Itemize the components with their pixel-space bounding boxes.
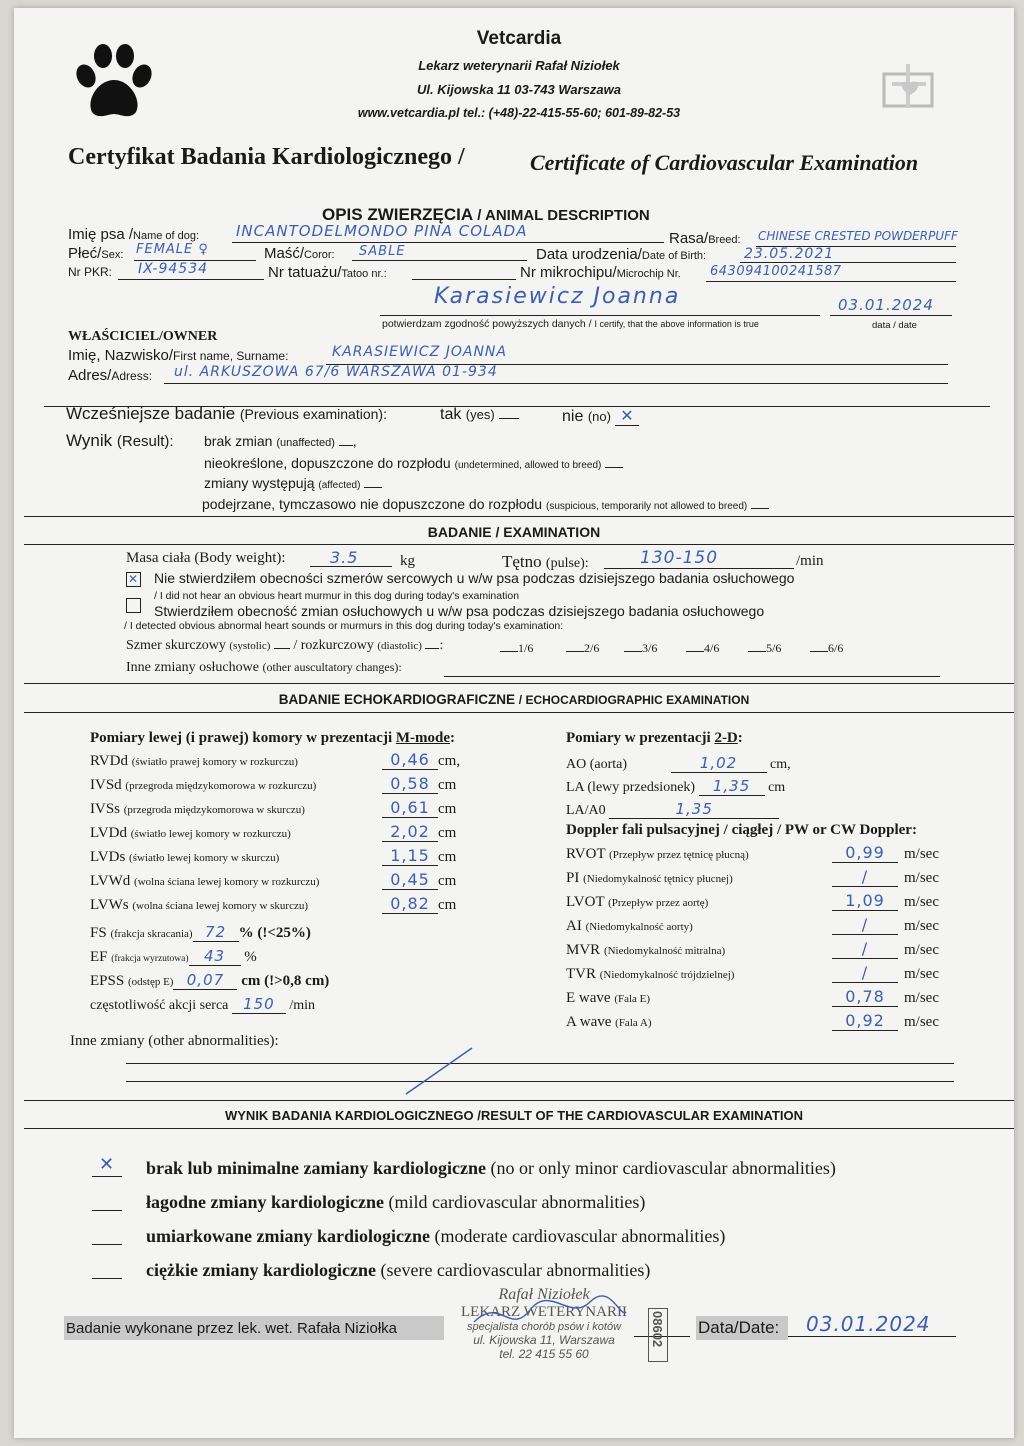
mmode-value-lvws[interactable]: 0,82 (382, 894, 438, 914)
mmode-row-lvws: LVWs (wolna ściana lewej komory w skurczu) (90, 897, 309, 913)
owner-signature: Karasiewicz Joanna (434, 284, 681, 309)
doppler-value-tvr[interactable]: / (832, 963, 898, 983)
doppler-unit: m/sec (904, 894, 939, 910)
mmode-value-lvdd[interactable]: 2,02 (382, 822, 438, 842)
weight-label: Masa ciała (Body weight): (126, 550, 286, 566)
doppler-row-ai: AI (Niedomykalność aorty) (566, 918, 693, 934)
pkr-label: Nr PKR: (68, 265, 113, 279)
mmode-unit: cm (438, 873, 457, 889)
doppler-unit: m/sec (904, 942, 939, 958)
result-checkbox-3[interactable] (92, 1256, 122, 1279)
mmode-row-lvds: LVDs (światło lewej komory w skurczu) (90, 849, 280, 865)
chip-label: Nr mikrochipu/Microchip Nr. (520, 264, 681, 281)
previous-exam-label: Wcześniejsze badanie (Previous examination): (66, 404, 387, 423)
dob-value[interactable]: 23.05.2021 (744, 246, 835, 262)
mmode-unit: cm (438, 825, 457, 841)
grade-1[interactable]: 1/6 (500, 641, 533, 656)
confirm-date[interactable]: 03.01.2024 (838, 296, 934, 314)
result-checkbox-1[interactable] (92, 1188, 122, 1211)
prev-option-affected[interactable]: zmiany występują (affected) (204, 475, 382, 491)
footer-date-value[interactable]: 03.01.2024 (806, 1312, 931, 1336)
mmode-unit: cm, (438, 753, 461, 769)
doppler-value-mvr[interactable]: / (832, 939, 898, 959)
result-label: Wynik (Result): (66, 431, 174, 450)
footer-date-label: Data/Date: (698, 1318, 780, 1337)
fs-row: FS (frakcja skracania) 72 % (!<25%) (90, 923, 311, 941)
result-heading: WYNIK BADANIA KARDIOLOGICZNEGO /RESULT OF THE CARDIOVASCULAR EXAMINATION (224, 1108, 803, 1123)
mmode-value-rvdd[interactable]: 0,46 (382, 750, 438, 770)
clinic-doctor: Lekarz weterynarii Rafał Niziołek (418, 58, 620, 73)
doppler-value-pi[interactable]: / (832, 867, 898, 887)
result-option-1: łagodne zmiany kardiologiczne (mild cardiovascular abnormalities) (146, 1192, 646, 1212)
weight-unit: kg (400, 553, 415, 569)
ao-value: 1,02 (671, 754, 767, 773)
doppler-row-e-wave: E wave (Fala E) (566, 990, 651, 1006)
grade-3[interactable]: 3/6 (624, 641, 657, 656)
grade-2[interactable]: 2/6 (566, 641, 599, 656)
stamp-number-box: 08602 (648, 1308, 668, 1362)
doppler-row-tvr: TVR (Niedomykalność trójdzielnej) (566, 966, 735, 982)
murmur-detected-checkbox[interactable] (126, 598, 141, 613)
strike-through-mark (404, 1046, 474, 1096)
owner-address-label: Adres/Adress: (68, 367, 153, 384)
laao-row: LA/A0 1,35 (566, 800, 779, 819)
owner-name-label: Imię, Nazwisko/First name, Surname: (68, 347, 289, 364)
dob-label: Data urodzenia/Date of Birth: (536, 246, 707, 263)
sex-label: Płeć/Sex: (68, 245, 124, 262)
ef-value: 43 (189, 947, 241, 966)
sex-value[interactable]: FEMALE ♀ (136, 242, 209, 257)
doppler-row-mvr: MVR (Niedomykalność mitralna) (566, 942, 726, 958)
heart-rate-value: 150 (232, 995, 286, 1014)
no-murmur-checkbox[interactable]: ✕ (127, 572, 140, 586)
mmode-row-ivss: IVSs (przegroda międzykomorowa w skurczu) (90, 801, 305, 817)
confirm-text: potwierdzam zgodność powyższych danych / I certify, that the above information is true (382, 318, 759, 330)
heart-rate-row: częstotliwość akcji serca 150 /min (90, 995, 316, 1013)
doppler-row-rvot: RVOT (Przepływ przez tętnicę płucną) (566, 846, 749, 862)
breed-label: Rasa/Breed: (669, 230, 741, 247)
weight-value[interactable]: 3.5 (330, 548, 359, 567)
clinic-address: Ul. Kijowska 11 03-743 Warszawa (416, 82, 621, 97)
mmode-unit: cm (438, 897, 457, 913)
mmode-value-ivss[interactable]: 0,61 (382, 798, 438, 818)
fs-value: 72 (193, 923, 239, 942)
doppler-heading: Doppler fali pulsacyjnej / ciągłej / PW or CW Doppler: (566, 822, 917, 838)
doctor-stamp: Rafał Niziołek LEKARZ WETERYNARII specjalista chorób psów i kotów ul. Kijowska 11, Warszawa tel. 22 415 55 60 (461, 1286, 627, 1361)
mmode-unit: cm (438, 849, 457, 865)
mmode-value-lvwd[interactable]: 0,45 (382, 870, 438, 890)
date-caption: data / date (872, 320, 917, 331)
prev-option-undetermined[interactable]: nieokreślone, dopuszczone do rozpłodu (undetermined, allowed to breed) (204, 455, 623, 471)
doppler-row-pi: PI (Niedomykalność tętnicy płucnej) (566, 870, 733, 886)
mmode-heading: Pomiary lewej (i prawej) komory w prezentacji M-mode: (90, 730, 456, 746)
no-murmur-text: Nie stwierdziłem obecności szmerów sercowych u w/w psa podczas dzisiejszego badania osłuchowego (154, 570, 795, 586)
mmode-unit: cm (438, 777, 457, 793)
tattoo-label: Nr tatuażu/Tatoo nr.: (268, 264, 387, 281)
doppler-unit: m/sec (904, 846, 939, 862)
mmode-row-ivsd: IVSd (przegroda międzykomorowa w rozkurczu) (90, 777, 317, 793)
doppler-value-e-wave[interactable]: 0,78 (832, 987, 898, 1007)
performed-by: Badanie wykonane przez lek. wet. Rafała Niziołka (66, 1320, 398, 1337)
mmode-value-lvds[interactable]: 1,15 (382, 846, 438, 866)
result-checkbox-0[interactable]: ✕ (92, 1154, 122, 1177)
epss-row: EPSS (odstęp E) 0,07 cm (!>0,8 cm) (90, 971, 330, 989)
previous-yes[interactable]: tak (yes) (440, 406, 519, 424)
doppler-value-rvot[interactable]: 0,99 (832, 843, 898, 863)
doppler-unit: m/sec (904, 966, 939, 982)
doppler-unit: m/sec (904, 918, 939, 934)
owner-address-value[interactable]: ul. ARKUSZOWA 67/6 WARSZAWA 01-934 (174, 364, 498, 380)
chip-value[interactable]: 643094100241587 (710, 264, 842, 279)
clinic-name: Vetcardia (476, 28, 562, 49)
other-abnormalities-label: Inne zmiany (other abnormalities): (70, 1033, 279, 1049)
color-value[interactable]: SABLE (359, 244, 406, 259)
doppler-value-lvot[interactable]: 1,09 (832, 891, 898, 911)
grade-6[interactable]: 6/6 (810, 641, 843, 656)
no-murmur-text-en: / I did not hear an obvious heart murmur in this dog during today's examination (154, 590, 520, 602)
doctor-signature (470, 1292, 630, 1336)
mmode-row-lvdd: LVDd (światło lewej komory w rozkurczu) (90, 825, 291, 841)
doppler-unit: m/sec (904, 990, 939, 1006)
mmode-value-ivsd[interactable]: 0,58 (382, 774, 438, 794)
ao-row: AO (aorta) 1,02 cm, (566, 754, 791, 772)
dog-name-label: Imię psa /Name of dog: (68, 226, 200, 243)
laao-value: 1,35 (609, 800, 779, 819)
color-label: Maść/Coror: (264, 245, 335, 262)
vetcardia-emblem-icon (876, 56, 942, 116)
pulse-unit: /min (796, 553, 824, 569)
doppler-value-ai[interactable]: / (832, 915, 898, 935)
murmur-detected-text: Stwierdziłem obecność zmian osłuchowych u w/w psa podczas dzisiejszego badania osłuchowego (154, 603, 765, 619)
breed-value[interactable]: CHINESE CRESTED POWDERPUFF (758, 229, 958, 243)
ef-row: EF (frakcja wyrzutowa) 43 % (90, 947, 257, 965)
murmur-detected-text-en: / I detected obvious abnormal heart sounds or murmurs in this dog during today's examination: (124, 620, 564, 632)
title-pl: Certyfikat Badania Kardiologicznego / (68, 144, 465, 170)
owner-name-value[interactable]: KARASIEWICZ JOANNA (332, 344, 507, 360)
twod-heading: Pomiary w prezentacji 2-D: (566, 730, 743, 746)
mmode-unit: cm (438, 801, 457, 817)
doppler-value-a-wave[interactable]: 0,92 (832, 1011, 898, 1031)
mmode-row-rvdd: RVDd (światło prawej komory w rozkurczu) (90, 753, 298, 769)
doppler-unit: m/sec (904, 1014, 939, 1030)
result-option-3: ciężkie zmiany kardiologiczne (severe cardiovascular abnormalities) (146, 1260, 651, 1280)
result-checkbox-2[interactable] (92, 1222, 122, 1245)
echo-heading: BADANIE ECHOKARDIOGRAFICZNE / ECHOCARDIOGRAPHIC EXAMINATION (278, 692, 750, 707)
mmode-row-lvwd: LVWd (wolna ściana lewej komory w rozkurczu) (90, 873, 320, 889)
paw-logo-icon (72, 42, 156, 122)
la-value: 1,35 (699, 777, 765, 796)
doppler-row-a-wave: A wave (Fala A) (566, 1014, 652, 1030)
result-option-0: brak lub minimalne zamiany kardiologiczne (no or only minor cardiovascular abnormalities) (146, 1158, 836, 1178)
pulse-value[interactable]: 130-150 (640, 548, 719, 568)
prev-option-unaffected[interactable]: brak zmian (unaffected) , (204, 433, 357, 449)
title-en: Certificate of Cardiovascular Examination (530, 150, 919, 175)
pulse-label: Tętno (pulse): (502, 552, 589, 571)
doppler-unit: m/sec (904, 870, 939, 886)
grade-4[interactable]: 4/6 (686, 641, 719, 656)
result-option-2: umiarkowane zmiany kardiologiczne (moderate cardiovascular abnormalities) (146, 1226, 726, 1246)
la-row: LA (lewy przedsionek) 1,35 cm (566, 777, 786, 795)
epss-value: 0,07 (173, 971, 237, 990)
grade-5[interactable]: 5/6 (748, 641, 781, 656)
animal-heading: OPIS ZWIERZĘCIA / ANIMAL DESCRIPTION (322, 205, 650, 224)
other-auscultatory-label: Inne zmiany osłuchowe (other auscultatory changes): (126, 660, 402, 675)
exam-heading: BADANIE / EXAMINATION (427, 524, 601, 540)
murmur-type[interactable]: Szmer skurczowy (systolic) / rozkurczowy (diastolic) : (126, 638, 444, 653)
previous-no[interactable]: nie (no) ✕ (562, 406, 639, 426)
certificate-page (14, 8, 1014, 1438)
doppler-row-lvot: LVOT (Przepływ przez aortę) (566, 894, 709, 910)
owner-heading: WŁAŚCICIEL/OWNER (68, 329, 218, 344)
clinic-contact: www.vetcardia.pl tel.: (+48)-22-415-55-60; 601-89-82-53 (357, 106, 681, 120)
pkr-value[interactable]: IX-94534 (138, 261, 209, 277)
prev-option-suspicious[interactable]: podejrzane, tymczasowo nie dopuszczone do rozpłodu (suspicious, temporarily not allowed to breed) (202, 496, 769, 512)
dog-name-value[interactable]: INCANTODELMONDO PINA COLADA (236, 222, 528, 240)
